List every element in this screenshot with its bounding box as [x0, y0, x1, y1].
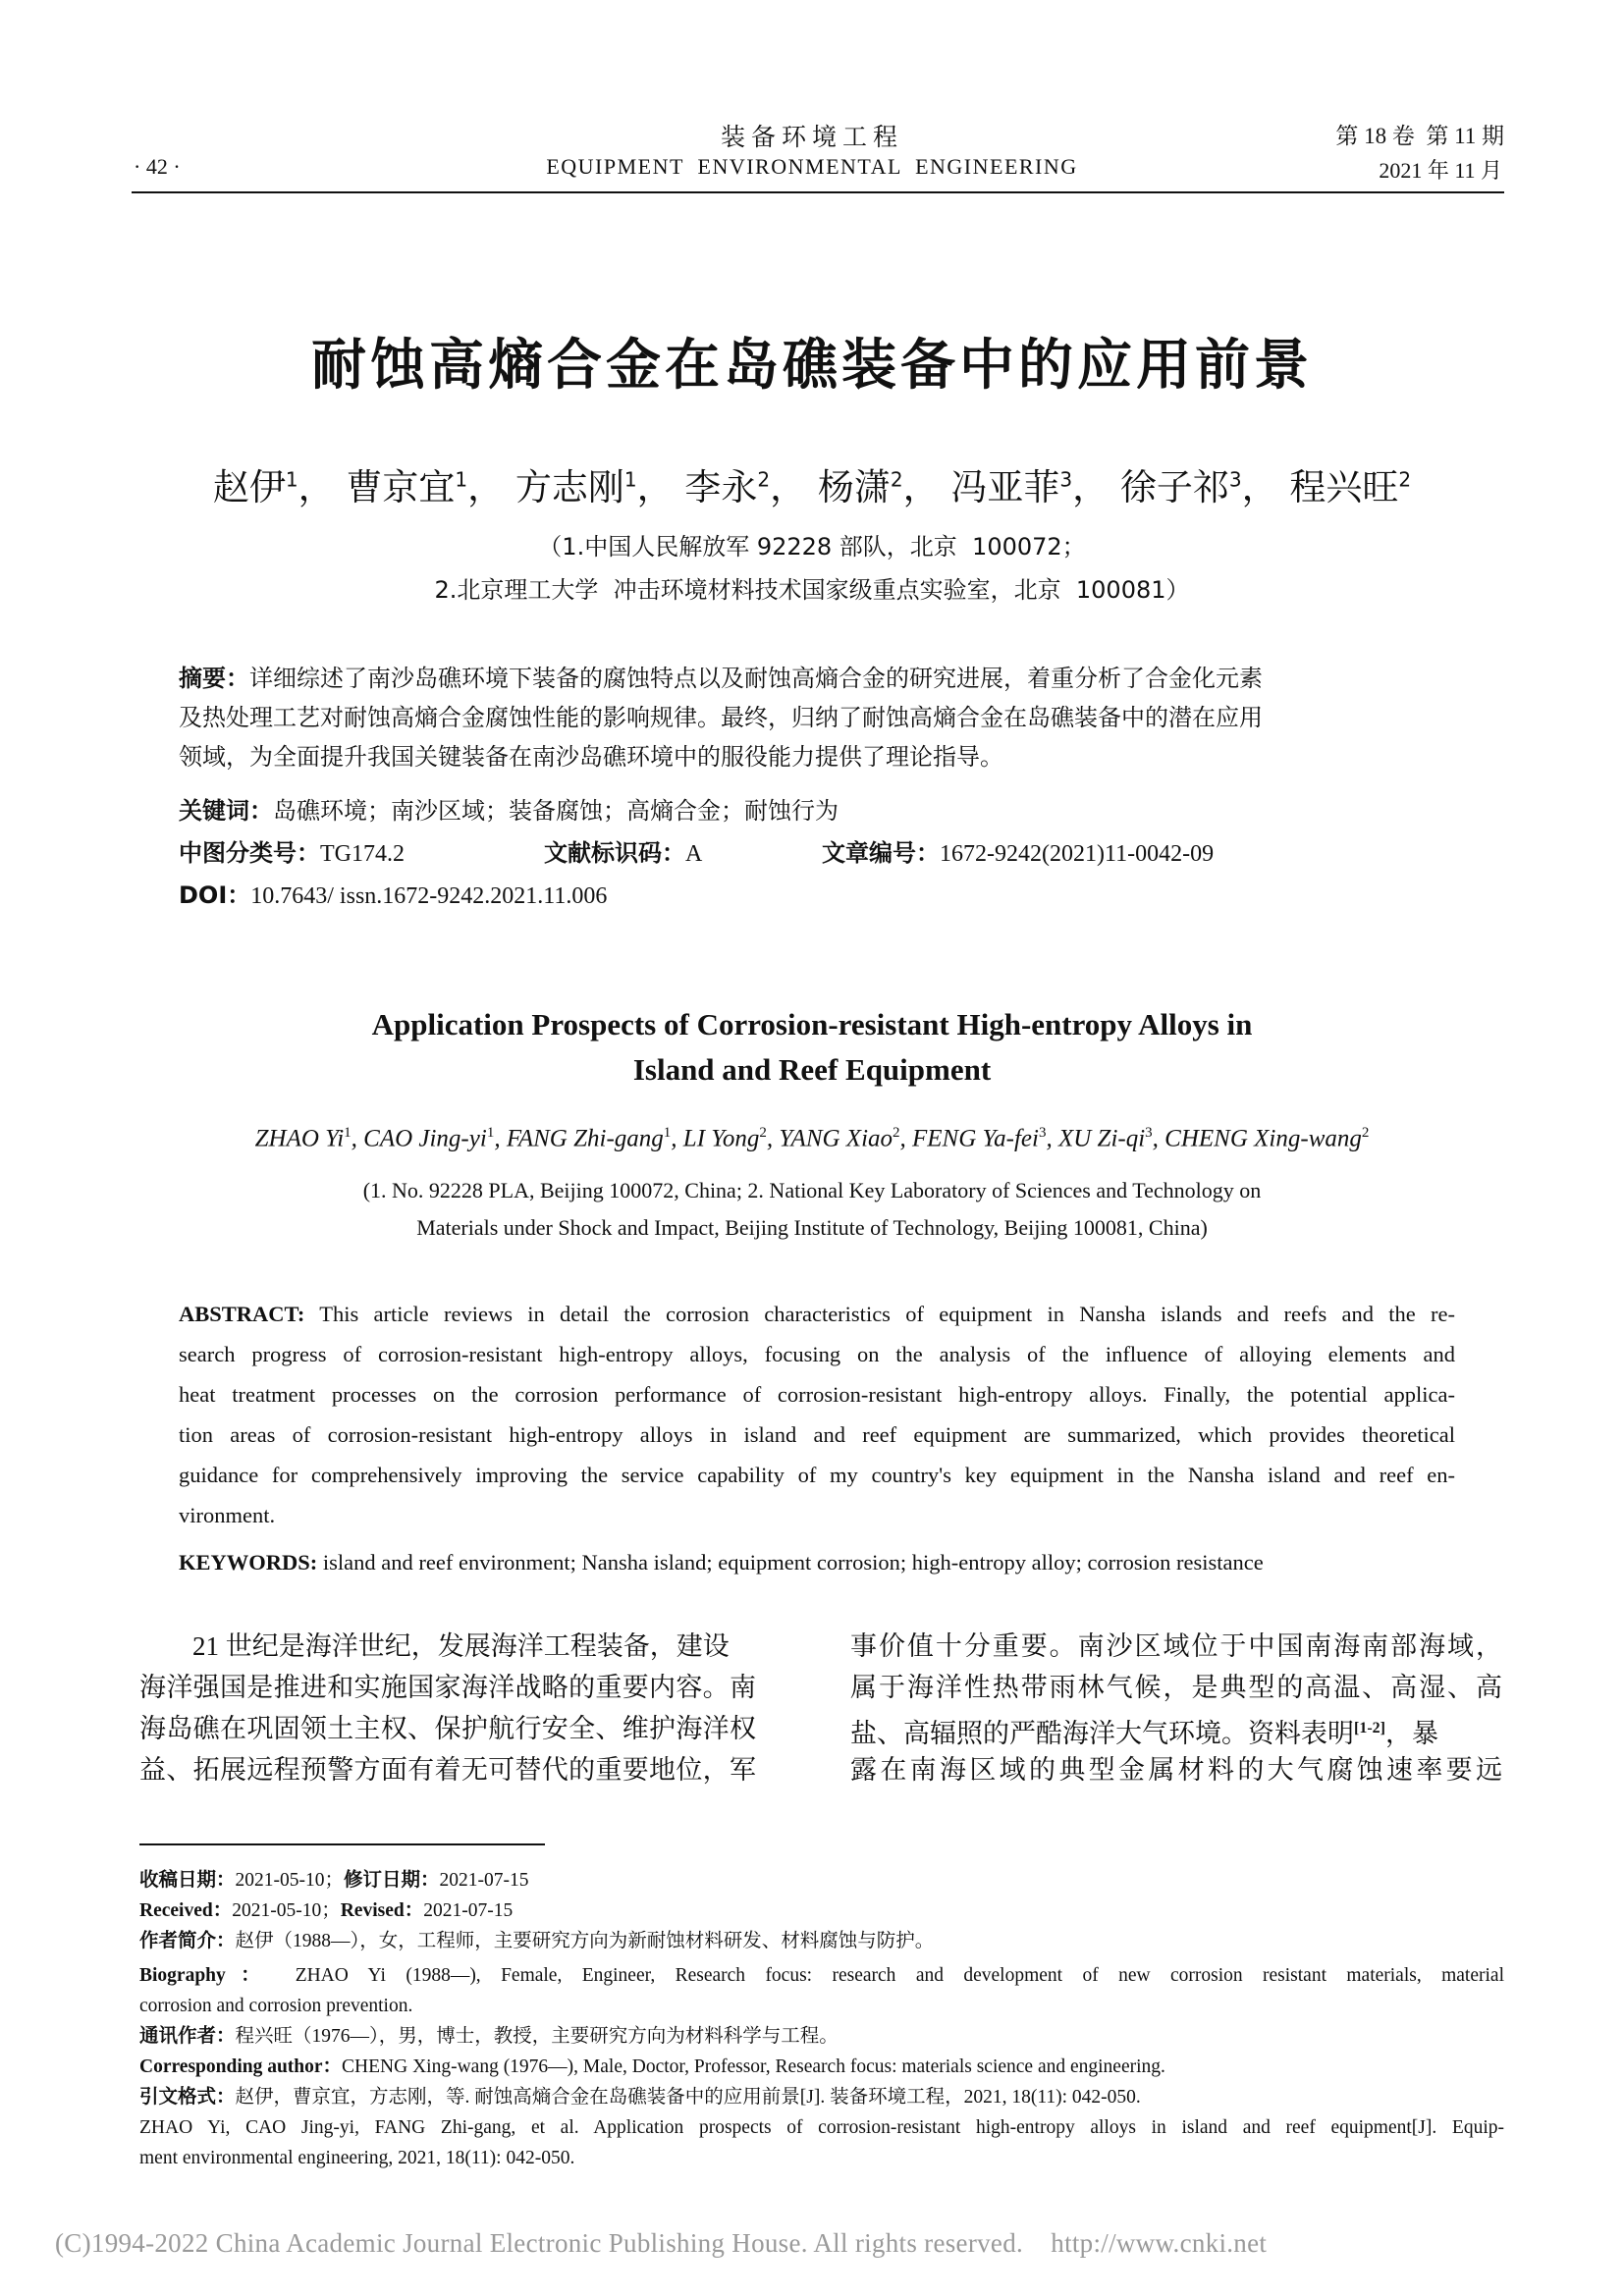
revised-label-cn: 修订日期：	[344, 1870, 440, 1891]
paper-title-en: Island and Reef Equipment	[632, 1052, 992, 1087]
received-label-en: Received：	[139, 1900, 233, 1921]
article-id-value: 1672-9242(2021)11-0042-09	[940, 841, 1215, 867]
body-text-line: 海洋强国是推进和实施国家海洋战略的重要内容。南	[139, 1673, 756, 1702]
doc-code-value: A	[685, 841, 703, 867]
bio-label-cn: 作者简介：	[139, 1931, 236, 1951]
author-en[interactable]: CHENG Xing-wang	[1164, 1125, 1362, 1152]
author-cn[interactable]: 曹京宜	[346, 466, 456, 508]
journal-name-en: EQUIPMENT ENVIRONMENTAL ENGINEERING	[546, 154, 1078, 179]
author-en[interactable]: FENG Ya-fei	[912, 1125, 1039, 1152]
affiliation-en: (1. No. 92228 PLA, Beijing 100072, China; 2. National Key Laboratory of Sciences and Technology on	[362, 1178, 1262, 1202]
abstract-text-en: vironment.	[179, 1503, 276, 1527]
journal-name-cn: 装备环境工程	[720, 125, 903, 151]
citation-text-en: ZHAO Yi, CAO Jing-yi, FANG Zhi-gang, et al. Application prospects of corrosion-resistant high-entropy alloys in island and reef equipment[J]. Equip-	[139, 2117, 1504, 2138]
citation-label-cn: 引文格式：	[139, 2087, 236, 2108]
header-rule	[132, 191, 1504, 193]
clc-value: TG174.2	[320, 841, 405, 867]
copyright-notice: (C)1994-2022 China Academic Journal Electronic Publishing House. All rights reserved. http://www.cnki.net	[55, 2228, 1268, 2258]
abstract-text-en: This article reviews in detail the corrosion characteristics of equipment in Nansha islands and reefs and the re-	[319, 1302, 1455, 1326]
abstract-text-cn: 及热处理工艺对耐蚀高熵合金腐蚀性能的影响规律。最终，归纳了耐蚀高熵合金在岛礁装备中的潜在应用	[179, 704, 1263, 731]
article-id-label: 文章编号：	[822, 839, 940, 867]
abstract-text-en: tion areas of corrosion-resistant high-entropy alloys in island and reef equipment are summarized, which provides theoretical	[179, 1422, 1455, 1447]
revised-label-en: Revised：	[340, 1900, 424, 1921]
corresponding-text-en: CHENG Xing-wang (1976—), Male, Doctor, Professor, Research focus: materials science and engineering.	[342, 2056, 1165, 2077]
affiliation-en: Materials under Shock and Impact, Beijing Institute of Technology, Beijing 100081, China)	[416, 1215, 1208, 1240]
citation-text-cn: 赵伊，曹京宜，方志刚，等. 耐蚀高熵合金在岛礁装备中的应用前景[J]. 装备环境工程，2021, 18(11): 042-050.	[235, 2087, 1141, 2108]
doi-link[interactable]: 10.7643/ issn.1672-9242.2021.11.006	[250, 883, 608, 909]
keywords-en	[179, 1542, 1455, 1582]
issue-date: 2021 年 11 月	[1379, 158, 1502, 183]
author-en[interactable]: XU Zi-qi	[1057, 1125, 1146, 1152]
author-affiliation-mark: 3	[1228, 467, 1242, 492]
body-text-line: 事价值十分重要。南沙区域位于中国南海南部海域，	[850, 1631, 1502, 1661]
abstract-cn	[179, 659, 1455, 776]
revised-date-en: 2021-07-15	[423, 1900, 514, 1921]
author-affiliation-mark: 2	[757, 467, 771, 492]
revised-date-cn: 2021-07-15	[439, 1870, 529, 1891]
footnote-rule	[139, 1843, 545, 1845]
body-text-line: 露在南海区域的典型金属材料的大气腐蚀速率要远	[850, 1755, 1502, 1785]
abstract-text-en: heat treatment processes on the corrosion performance of corrosion-resistant high-entropy alloys. Finally, the potential applica-	[179, 1382, 1455, 1407]
classification-row	[179, 833, 1455, 873]
citation-text-en: ment environmental engineering, 2021, 18(11): 042-050.	[139, 2148, 575, 2168]
author-cn[interactable]: 方志刚	[514, 466, 624, 508]
received-date-en: 2021-05-10；	[232, 1900, 341, 1921]
abstract-label-cn: 摘要：	[179, 665, 249, 692]
abstract-text-cn: 领域，为全面提升我国关键装备在南沙岛礁环境中的服役能力提供了理论指导。	[179, 743, 1003, 771]
body-text-fragment: ，暴	[1384, 1719, 1438, 1748]
bio-text-en: corrosion and corrosion prevention.	[139, 1996, 413, 2016]
body-text-line: 益、拓展远程预警方面有着无可替代的重要地位，军	[139, 1755, 756, 1785]
doi-label: DOI：	[179, 881, 251, 909]
paper-title-cn: 耐蚀高熵合金在岛礁装备中的应用前景	[311, 334, 1313, 398]
author-affiliation-mark: 2	[893, 1125, 900, 1141]
keywords-label-en: KEYWORDS:	[179, 1550, 318, 1575]
footnotes	[139, 1865, 1504, 2173]
abstract-en	[179, 1294, 1455, 1535]
author-affiliation-mark: 3	[1038, 1125, 1047, 1141]
author-cn[interactable]: 程兴旺	[1289, 466, 1399, 508]
body-text-line	[850, 1708, 1502, 1749]
author-cn[interactable]: 赵伊	[212, 466, 286, 508]
author-cn[interactable]: 徐子祁	[1119, 466, 1229, 508]
paper-title-en: Application Prospects of Corrosion-resistant High-entropy Alloys in	[371, 1007, 1253, 1041]
author-affiliation-mark: 1	[663, 1125, 672, 1141]
author-affiliation-mark: 1	[623, 467, 637, 492]
citation-link[interactable]: [1-2]	[1354, 1720, 1385, 1736]
author-en[interactable]: LI Yong	[682, 1125, 760, 1152]
body-column-right	[850, 1626, 1502, 1790]
keywords-value-cn: 岛礁环境；南沙区域；装备腐蚀；高熵合金；耐蚀行为	[273, 797, 839, 825]
page-number: · 42 ·	[134, 154, 181, 179]
doi-row	[179, 876, 1455, 915]
body-column-left	[139, 1626, 756, 1790]
body-text-line: 21 世纪是海洋世纪，发展海洋工程装备，建设	[192, 1631, 730, 1661]
author-affiliation-mark: 2	[1398, 467, 1412, 492]
abstract-label-en: ABSTRACT:	[179, 1302, 305, 1326]
author-affiliation-mark: 3	[1059, 467, 1073, 492]
author-affiliation-mark: 1	[486, 1125, 495, 1141]
author-affiliation-mark: 2	[759, 1125, 767, 1141]
author-affiliation-mark: 2	[890, 467, 903, 492]
bio-label-en: Biography：	[139, 1965, 276, 1986]
body-text-line: 海岛礁在巩固领土主权、保护航行安全、维护海洋权	[139, 1714, 756, 1743]
affiliation-cn: （1.中国人民解放军 92228 部队，北京 100072；	[538, 533, 1086, 561]
author-cn[interactable]: 杨潇	[817, 466, 891, 508]
author-affiliation-mark: 2	[1361, 1125, 1370, 1141]
bio-text-en: ZHAO Yi (1988—), Female, Engineer, Research focus: research and development of new corrosion resistant materials, material	[295, 1965, 1504, 1986]
author-affiliation-mark: 1	[344, 1125, 352, 1141]
corresponding-label-cn: 通讯作者：	[139, 2026, 236, 2047]
bio-text-cn: 赵伊（1988—），女，工程师，主要研究方向为新耐蚀材料研发、材料腐蚀与防护。	[235, 1931, 935, 1951]
clc-label: 中图分类号：	[179, 839, 320, 867]
abstract-text-en: guidance for comprehensively improving the service capability of my country's key equipment in the Nansha island and reef en-	[179, 1463, 1455, 1487]
author-affiliation-mark: 1	[455, 467, 468, 492]
author-cn[interactable]: 李永	[684, 466, 758, 508]
body-text-line: 属于海洋性热带雨林气候，是典型的高温、高湿、高	[850, 1673, 1502, 1702]
author-affiliation-mark: 1	[285, 467, 298, 492]
received-date-cn: 2021-05-10；	[235, 1870, 345, 1891]
body-text-fragment: 盐、高辐照的严酷海洋大气环境。资料表明	[850, 1719, 1354, 1748]
received-label-cn: 收稿日期：	[139, 1870, 236, 1891]
author-en[interactable]: YANG Xiao	[779, 1125, 893, 1152]
author-en[interactable]: ZHAO Yi	[254, 1125, 345, 1152]
keywords-value-en: island and reef environment; Nansha island; equipment corrosion; high-entropy alloy; corrosion resistance	[322, 1550, 1264, 1575]
author-cn[interactable]: 冯亚菲	[950, 466, 1060, 508]
keywords-label-cn: 关键词：	[179, 797, 273, 825]
corresponding-text-cn: 程兴旺（1976—），男，博士，教授，主要研究方向为材料科学与工程。	[235, 2026, 839, 2047]
author-list-en: ZHAO Yi$^1$, CAO Jing-$yi^1$, FANG Zhi-gang$^1$, LI Yong$^2$, YANG Xiao$^2$, FENG Ya-fei$^3$, XU $Zi-qi^3$, CHENG Xing-wang$^2$	[254, 1125, 1370, 1152]
affiliation-cn: 2.北京理工大学 冲击环境材料技术国家级重点实验室，北京 100081）	[434, 576, 1190, 604]
corresponding-label-en: Corresponding author：	[139, 2056, 343, 2077]
author-list-cn: 赵伊$^1$， 曹京宜$^1$， 方志刚$^1$， 李永$^2$， 杨潇$^2$， 冯亚菲$^3$， 徐子祁$^3$， 程兴旺$^2$	[212, 466, 1412, 508]
keywords-cn	[179, 791, 1455, 830]
author-affiliation-mark: 3	[1145, 1125, 1153, 1141]
doc-code-label: 文献标识码：	[544, 839, 685, 867]
author-en[interactable]: CAO Jing-yi	[363, 1125, 487, 1152]
issue-info: 第 18 卷 第 11 期	[1335, 124, 1504, 148]
author-en[interactable]: FANG Zhi-gang	[506, 1125, 664, 1152]
abstract-text-en: search progress of corrosion-resistant high-entropy alloys, focusing on the analysis of the influence of alloying elements and	[179, 1342, 1455, 1366]
abstract-text-cn: 详细综述了南沙岛礁环境下装备的腐蚀特点以及耐蚀高熵合金的研究进展，着重分析了合金化元素	[249, 665, 1263, 692]
